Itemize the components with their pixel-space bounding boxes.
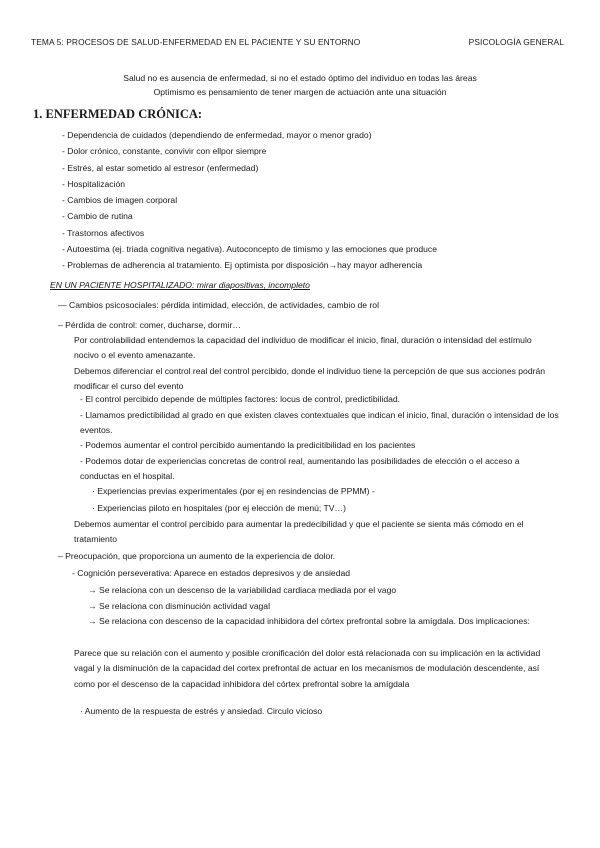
perseverative-cognition: - Cognición perseverativa: Aparece en estados depresivos y de ansiedad bbox=[72, 568, 351, 578]
hospitalized-heading: EN UN PACIENTE HOSPITALIZADO: mirar diapositivas, incompleto bbox=[50, 280, 310, 290]
controllability-paragraph: Por controlabilidad entendemos la capacidad del individuo de modificar el inicio, final, duración o intensidad del estímulo nocivo o el evento amenazante. bbox=[74, 335, 532, 361]
worry-item: – Preocupación, que proporciona un aumento de la experiencia de dolor. bbox=[58, 551, 336, 561]
list-item: - Trastornos afectivos bbox=[62, 227, 145, 238]
list-item: - Estrés, al estar sometido al estresor (enfermedad) bbox=[62, 162, 259, 173]
section-title: 1. ENFERMEDAD CRÓNICA: bbox=[33, 107, 203, 121]
list-item: - Hospitalización bbox=[62, 178, 126, 189]
control-factors: - El control percibido depende de múltiples factores: locus de control, predictibilidad. bbox=[80, 394, 401, 404]
psychosocial-changes: — Cambios psicosociales: pérdida intimidad, elección, de actividades, cambio de rol bbox=[58, 300, 379, 310]
perceived-control-paragraph: Debemos diferenciar el control real del control percibido, donde el individuo tiene la percepción de que sus acciones podrán modificar el curso del evento bbox=[74, 366, 546, 392]
list-item: - Dependencia de cuidados (dependiendo de enfermedad, mayor o menor grado) bbox=[62, 130, 372, 140]
real-control-experiences: - Podemos dotar de experiencias concretas de control real, aumentando las posibilidades de elección o el acceso a conductas en el hospital. bbox=[80, 456, 520, 482]
control-loss: – Pérdida de control: comer, ducharse, dormir… bbox=[58, 320, 241, 330]
intro-optimism-definition: Optimismo es pensamiento de tener margen de actuación ante una situación bbox=[153, 87, 447, 97]
pain-relation-paragraph: Parece que su relación con el aumento y posible cronificación del dolor está relacionada con su implicación en la actividad vagal y la disminución de la capacidad del cortex prefrontal de actuar en los mecanismos de modulación descendente, así como por el descenso de la capacidad inhibidora del córtex prefrontal sobre la amígdala bbox=[74, 648, 541, 689]
list-item: - Problemas de adherencia al tratamiento. Ej optimista por disposición→hay mayor adherencia bbox=[62, 260, 423, 271]
header-topic: TEMA 5: PROCESOS DE SALUD-ENFERMEDAD EN EL PACIENTE Y SU ENTORNO bbox=[31, 37, 361, 47]
vagal-variability: → Se relaciona con un descenso de la variabilidad cardiaca mediada por el vago bbox=[88, 585, 397, 595]
conclusion-paragraph: Debemos aumentar el control percibido para aumentar la predecibilidad y que el paciente se sienta más cómodo en el tratamiento bbox=[74, 519, 524, 545]
prefrontal-inhibition: → Se relaciona con descenso de la capacidad inhibidora del córtex prefrontal sobre la amígdala. Dos implicaciones: bbox=[88, 616, 530, 626]
chronic-illness-list bbox=[62, 127, 437, 274]
increase-predictability: - Podemos aumentar el control percibido aumentando la predicitibilidad en los pacientes bbox=[80, 440, 416, 450]
header-subject: PSICOLOGÍA GENERAL bbox=[468, 37, 564, 47]
list-item: - Dolor crónico, constante, convivir con ellpor siempre bbox=[62, 146, 267, 157]
stress-response: · Aumento de la respuesta de estrés y ansiedad. Circulo vicioso bbox=[80, 706, 323, 716]
list-item: - Cambios de imagen corporal bbox=[62, 195, 178, 206]
intro-block bbox=[0, 71, 600, 99]
vagal-activity: → Se relaciona con disminución actividad vagal bbox=[88, 601, 271, 611]
predictability-paragraph: - Llamamos predictibilidad al grado en que existen claves contextuales que indican el inicio, final, duración o intensidad de los eventos. bbox=[80, 410, 559, 436]
pilot-experiences: · Experiencias piloto en hospitales (por ej elección de menú; TV…) bbox=[92, 503, 346, 513]
previous-experiences: · Experiencias previas experimentales (por ej en resindencias de PPMM) - bbox=[92, 486, 375, 496]
intro-health-definition: Salud no es ausencia de enfermedad, si no el estado óptimo del individuo en todas las áreas bbox=[123, 73, 477, 83]
list-item: - Autoestima (ej. triada cognitiva negativa). Autoconcepto de timismo y las emociones que produce bbox=[62, 244, 437, 255]
list-item: - Cambio de rutina bbox=[62, 211, 133, 222]
